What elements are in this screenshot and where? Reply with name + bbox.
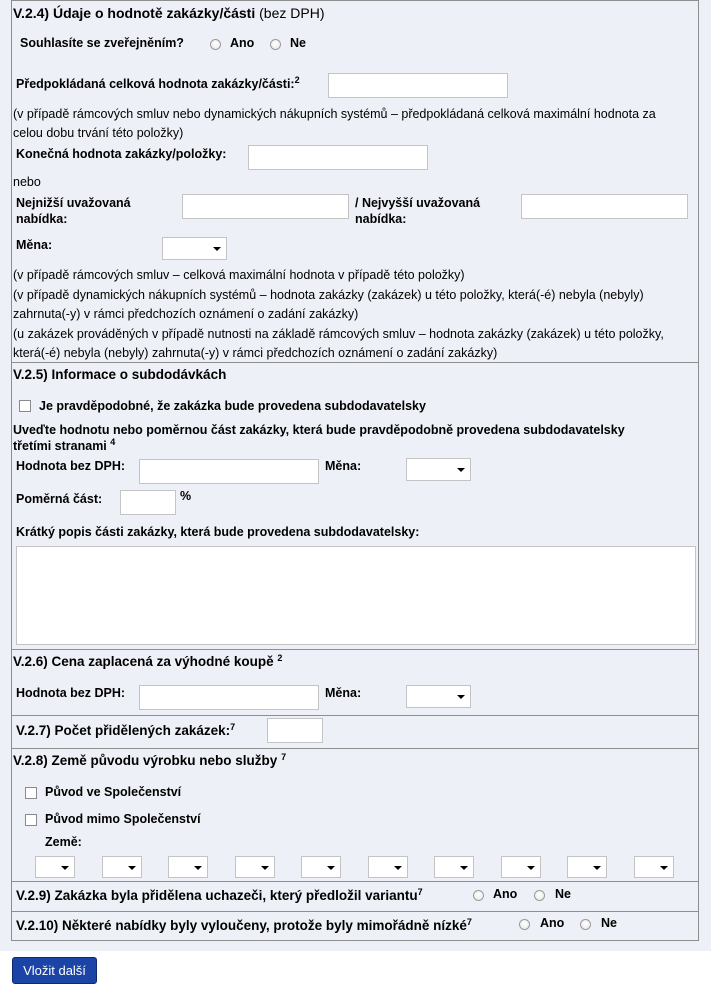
description-label: Krátký popis části zakázky, která bude provedena subdodavatelsky: [16, 525, 420, 539]
variant-no-radio[interactable] [534, 890, 545, 901]
country-select[interactable] [235, 856, 275, 878]
chevron-down-icon [261, 866, 269, 870]
subcontracting-checkbox[interactable] [19, 400, 31, 412]
low-offers-no-radio[interactable] [580, 919, 591, 930]
section-v26 [11, 650, 699, 716]
share-label: Poměrná část: [16, 492, 103, 506]
origin-out-label: Původ mimo Společenství [45, 812, 201, 826]
publish-yes-label: Ano [230, 36, 255, 50]
country-select[interactable] [501, 856, 541, 878]
section-title: V.2.8) Země původu výrobku nebo služby $^7$ [13, 752, 287, 768]
section-title: V.2.6) Cena zaplacená za výhodné koupě $^2$ [13, 653, 283, 669]
highest-offer-label: / Nejvyšší uvažovaná nabídka: [355, 196, 481, 226]
section-v24 [11, 0, 699, 363]
country-label: Země: [45, 835, 82, 849]
chevron-down-icon [527, 866, 535, 870]
highest-offer-input[interactable] [521, 194, 688, 219]
estimated-value-label: Předpokládaná celková hodnota zakázky/části:$^2$ [16, 75, 300, 91]
currency-label: Měna: [325, 459, 362, 473]
country-select[interactable] [301, 856, 341, 878]
publish-no-label: Ne [290, 36, 306, 50]
country-select[interactable] [634, 856, 674, 878]
origin-in-label: Původ ve Společenství [45, 785, 182, 799]
chevron-down-icon [61, 866, 69, 870]
lowest-offer-input[interactable] [182, 194, 349, 219]
section-title: V.2.4) Údaje o hodnotě zakázky/části (bez DPH) [13, 5, 325, 21]
section-v29 [11, 882, 699, 912]
value-notes: (v případě rámcových smluv – celková maximální hodnota v případě této položky) (v případě dynamických nákupních systémů – hodnota zakázky (zakázek) u této položky, která(-é) nebyla (nebyly) zahrnuta(-y) v rámci předchozích oznámení o zadání zakázky) (u zakázek prováděných v případě nutnosti na základě rámcových smluv – hodnota zakázky (zakázek) u této položky, která(-é) nebyla (nebyly) zahrnuta(-y) v rámci předchozích oznámení o zadání zakázky) [13, 268, 664, 360]
country-select[interactable] [102, 856, 142, 878]
chevron-down-icon [593, 866, 601, 870]
section-title: V.2.9) Zakázka byla přidělena uchazeči, který předložil variantu$^7$ [16, 887, 423, 903]
section-v210 [11, 912, 699, 941]
section-v27 [11, 716, 699, 749]
add-another-button[interactable]: Vložit další [12, 957, 97, 984]
subcontracting-checkbox-label: Je pravděpodobné, že zakázka bude provedena subdodavatelsky [39, 399, 426, 413]
publish-yes-radio[interactable] [210, 39, 221, 50]
country-select[interactable] [567, 856, 607, 878]
chevron-down-icon [660, 866, 668, 870]
estimated-value-note: (v případě rámcových smluv nebo dynamických nákupních systémů – předpokládaná celková maximální hodnota za celou dobu trvání této položky) [13, 107, 656, 140]
low-offers-yes-label: Ano [540, 916, 565, 930]
variant-yes-radio[interactable] [473, 890, 484, 901]
currency-select[interactable] [406, 458, 471, 481]
value-label: Hodnota bez DPH: [16, 686, 126, 700]
chevron-down-icon [128, 866, 136, 870]
section-v28 [11, 749, 699, 882]
chevron-down-icon [457, 468, 465, 472]
section-title: V.2.7) Počet přidělených zakázek:$^7$ [16, 722, 236, 738]
currency-label: Měna: [16, 238, 53, 252]
chevron-down-icon [457, 695, 465, 699]
origin-in-checkbox[interactable] [25, 787, 37, 799]
variant-no-label: Ne [555, 887, 571, 901]
publish-no-radio[interactable] [270, 39, 281, 50]
contracts-count-input[interactable] [267, 718, 323, 743]
country-select[interactable] [368, 856, 408, 878]
variant-yes-label: Ano [493, 887, 518, 901]
section-v25 [11, 363, 699, 650]
chevron-down-icon [194, 866, 202, 870]
chevron-down-icon [394, 866, 402, 870]
currency-select[interactable] [406, 685, 471, 708]
country-select[interactable] [35, 856, 75, 878]
value-label: Hodnota bez DPH: [16, 459, 126, 473]
value-input[interactable] [139, 685, 319, 710]
share-input[interactable] [120, 490, 176, 515]
chevron-down-icon [213, 247, 221, 251]
lowest-offer-label: Nejnižší uvažovaná nabídka: [16, 196, 131, 226]
final-value-label: Konečná hodnota zakázky/položky: [16, 147, 227, 161]
section-title: V.2.5) Informace o subdodávkách [13, 367, 227, 382]
chevron-down-icon [460, 866, 468, 870]
description-textarea[interactable] [16, 546, 696, 645]
section-title: V.2.10) Některé nabídky byly vyloučeny, protože byly mimořádně nízké$^7$ [16, 917, 472, 933]
country-select[interactable] [434, 856, 474, 878]
publish-question: Souhlasíte se zveřejněním? [20, 36, 184, 50]
final-value-input[interactable] [248, 145, 428, 170]
or-label: nebo [13, 175, 41, 189]
chevron-down-icon [327, 866, 335, 870]
percent-sign: % [180, 489, 192, 503]
currency-label: Měna: [325, 686, 362, 700]
estimated-value-input[interactable] [328, 73, 508, 98]
origin-out-checkbox[interactable] [25, 814, 37, 826]
subcontracting-instructions: Uveďte hodnotu nebo poměrnou část zakázky, která bude pravděpodobně provedena subdodavatelsky třetími stranami $^4$ [13, 423, 625, 453]
low-offers-no-label: Ne [601, 916, 617, 930]
value-input[interactable] [139, 459, 319, 484]
low-offers-yes-radio[interactable] [519, 919, 530, 930]
country-select[interactable] [168, 856, 208, 878]
currency-select[interactable] [162, 237, 227, 260]
